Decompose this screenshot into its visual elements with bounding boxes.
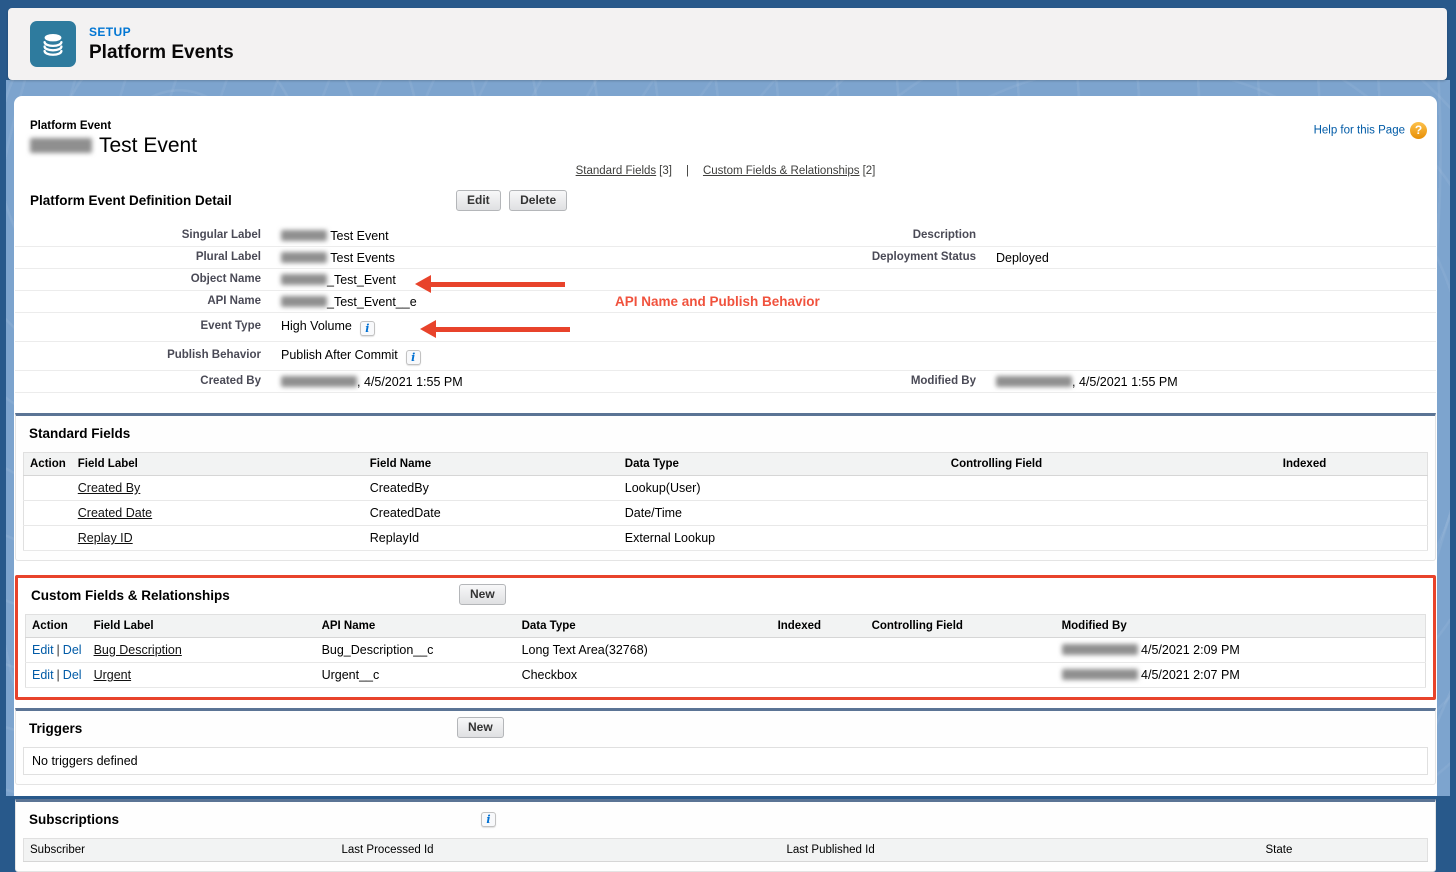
field-name-cell: CreatedDate: [364, 501, 619, 526]
col-data-type: Data Type: [619, 453, 945, 476]
modified-by-value: , 4/5/2021 1:55 PM: [990, 371, 1436, 393]
arrow-head-icon: [415, 275, 431, 293]
controlling-field-cell: [945, 526, 1277, 551]
col-controlling-field: Controlling Field: [945, 453, 1277, 476]
data-type-cell: Date/Time: [619, 501, 945, 526]
table-row: [24, 526, 1428, 551]
col-data-type: Data Type: [516, 615, 772, 638]
description-value: [990, 225, 1436, 247]
action-cell: [26, 638, 88, 663]
col-controlling-field: Controlling Field: [866, 615, 1056, 638]
platform-event-definition-detail: [30, 193, 1421, 393]
indexed-cell: [1277, 526, 1428, 551]
platform-events-icon: [30, 21, 76, 67]
redacted-name: [996, 376, 1072, 387]
info-icon[interactable]: i: [360, 321, 375, 336]
plural-value: Test Events: [275, 247, 695, 269]
section-nav: [30, 165, 1421, 177]
event-type-label: Event Type: [15, 313, 275, 342]
standard-fields-count: [3]: [659, 165, 672, 177]
nav-standard-fields-link[interactable]: Standard Fields: [575, 165, 657, 177]
field-label-link[interactable]: Created Date: [77, 506, 153, 520]
created-by-value: , 4/5/2021 1:55 PM: [275, 371, 695, 393]
subscriptions-section: [15, 799, 1436, 872]
indexed-cell: [1277, 501, 1428, 526]
custom-fields-section: [18, 578, 1433, 697]
created-by-label: Created By: [15, 371, 275, 393]
triggers-section: [15, 708, 1436, 785]
description-label: Description: [695, 225, 990, 247]
custom-fields-table: [25, 614, 1426, 688]
redacted-text: [281, 296, 327, 307]
publish-behavior-label: Publish Behavior: [15, 342, 275, 371]
standard-fields-title: Standard Fields: [29, 426, 131, 441]
empty-value: [990, 269, 1436, 291]
table-row: [26, 638, 1426, 663]
api-name-cell: Bug_Description__c: [316, 638, 516, 663]
indexed-cell: [772, 663, 866, 688]
empty-value: [990, 342, 1436, 371]
redacted-name: [1062, 669, 1138, 680]
singular-label: Singular Label: [15, 225, 275, 247]
arrow-head-icon: [420, 320, 436, 338]
singular-value: Test Event: [275, 225, 695, 247]
event-type-value: High Volume i: [275, 313, 695, 342]
col-field-name: Field Name: [364, 453, 619, 476]
empty-label: [695, 342, 990, 371]
redacted-text: [281, 230, 327, 241]
controlling-field-cell: [866, 638, 1056, 663]
custom-fields-count: [2]: [862, 165, 876, 177]
empty-value: [990, 291, 1436, 313]
col-indexed: Indexed: [1277, 453, 1428, 476]
indexed-cell: [1277, 476, 1428, 501]
controlling-field-cell: [866, 663, 1056, 688]
data-type-cell: Checkbox: [516, 663, 772, 688]
col-modified-by: Modified By: [1056, 615, 1426, 638]
field-label-link[interactable]: Replay ID: [77, 531, 133, 545]
plural-label: Plural Label: [15, 247, 275, 269]
controlling-field-cell: [945, 476, 1277, 501]
help-link[interactable]: Help for this Page: [1313, 124, 1405, 137]
modified-by-cell: 4/5/2021 2:07 PM: [1056, 663, 1426, 688]
field-name-cell: CreatedBy: [364, 476, 619, 501]
breadcrumb: Platform Event: [30, 120, 112, 132]
col-indexed: Indexed: [772, 615, 866, 638]
col-last-processed-id: Last Processed Id: [336, 839, 781, 862]
edit-link[interactable]: Edit: [32, 643, 54, 657]
action-cell: [24, 526, 72, 551]
empty-value: [990, 313, 1436, 342]
main-content: [14, 96, 1437, 856]
red-arrow-publish-behavior: [420, 320, 570, 338]
setup-eyebrow: SETUP: [89, 24, 132, 39]
action-separator: |: [56, 668, 60, 682]
api-name-cell: Urgent__c: [316, 663, 516, 688]
col-last-published-id: Last Published Id: [781, 839, 1260, 862]
del-link[interactable]: Del: [62, 643, 82, 657]
arrow-shaft: [436, 327, 570, 332]
col-action: Action: [26, 615, 88, 638]
object-name-label: Object Name: [15, 269, 275, 291]
modified-by-label: Modified By: [695, 371, 990, 393]
modified-by-cell: 4/5/2021 2:09 PM: [1056, 638, 1426, 663]
help-question-icon[interactable]: ?: [1410, 122, 1427, 139]
detail-section-title: Platform Event Definition Detail: [30, 193, 232, 208]
empty-label: [695, 313, 990, 342]
data-type-cell: External Lookup: [619, 526, 945, 551]
redacted-text: [281, 252, 327, 263]
triggers-title: Triggers: [29, 721, 83, 736]
redacted-name: [30, 138, 92, 153]
col-action: Action: [24, 453, 72, 476]
deployment-status-value: Deployed: [990, 247, 1436, 269]
info-icon[interactable]: i: [481, 812, 496, 827]
col-subscriber: Subscriber: [24, 839, 336, 862]
empty-label: [695, 269, 990, 291]
deployment-status-label: Deployment Status: [695, 247, 990, 269]
triggers-empty-message: No triggers defined: [23, 747, 1428, 775]
setup-header: [8, 8, 1447, 80]
redacted-name: [281, 376, 357, 387]
edit-link[interactable]: Edit: [32, 668, 54, 682]
info-icon[interactable]: i: [406, 350, 421, 365]
action-separator: |: [56, 643, 60, 657]
standard-fields-section: [15, 413, 1436, 561]
custom-fields-title: Custom Fields & Relationships: [31, 588, 230, 603]
setup-titles: [89, 25, 234, 64]
delete-button[interactable]: Delete: [509, 190, 567, 211]
action-cell: [24, 501, 72, 526]
field-label-link[interactable]: Urgent: [93, 668, 132, 682]
publish-behavior-value: Publish After Commit i: [275, 342, 695, 371]
col-state: State: [1260, 839, 1428, 862]
field-label-link[interactable]: Created By: [77, 481, 141, 495]
record-title: [30, 134, 1421, 158]
table-row: [24, 476, 1428, 501]
data-type-cell: Lookup(User): [619, 476, 945, 501]
subscriptions-table: [23, 838, 1428, 862]
api-name-value: _Test_Event__e: [275, 291, 695, 313]
col-field-label: Field Label: [88, 615, 316, 638]
detail-grid: [15, 225, 1436, 393]
table-row: [24, 501, 1428, 526]
table-row: [26, 663, 1426, 688]
field-label-link[interactable]: Bug Description: [93, 643, 182, 657]
col-field-label: Field Label: [72, 453, 364, 476]
new-custom-field-button[interactable]: New: [459, 584, 506, 605]
annotation-text: API Name and Publish Behavior: [615, 294, 820, 309]
data-type-cell: Long Text Area(32768): [516, 638, 772, 663]
red-highlight-box: [15, 575, 1436, 700]
standard-fields-table: [23, 452, 1428, 551]
new-trigger-button[interactable]: New: [457, 717, 504, 738]
api-name-label: API Name: [15, 291, 275, 313]
redacted-name: [1062, 644, 1138, 655]
setup-page-title: Platform Events: [89, 41, 234, 63]
object-name-value: _Test_Event: [275, 269, 695, 291]
nav-separator: |: [685, 165, 689, 177]
redacted-text: [281, 274, 327, 285]
del-link[interactable]: Del: [62, 668, 82, 682]
edit-button[interactable]: Edit: [456, 190, 501, 211]
help-for-this-page[interactable]: [1314, 122, 1427, 139]
arrow-shaft: [431, 282, 565, 287]
col-api-name: API Name: [316, 615, 516, 638]
controlling-field-cell: [945, 501, 1277, 526]
action-cell: [26, 663, 88, 688]
record-title-text: Test Event: [99, 134, 198, 157]
red-arrow-api-name: [415, 275, 565, 293]
action-cell: [24, 476, 72, 501]
nav-custom-fields-link[interactable]: Custom Fields & Relationships: [702, 165, 860, 177]
field-name-cell: ReplayId: [364, 526, 619, 551]
subscriptions-title: Subscriptions: [29, 812, 120, 827]
indexed-cell: [772, 638, 866, 663]
